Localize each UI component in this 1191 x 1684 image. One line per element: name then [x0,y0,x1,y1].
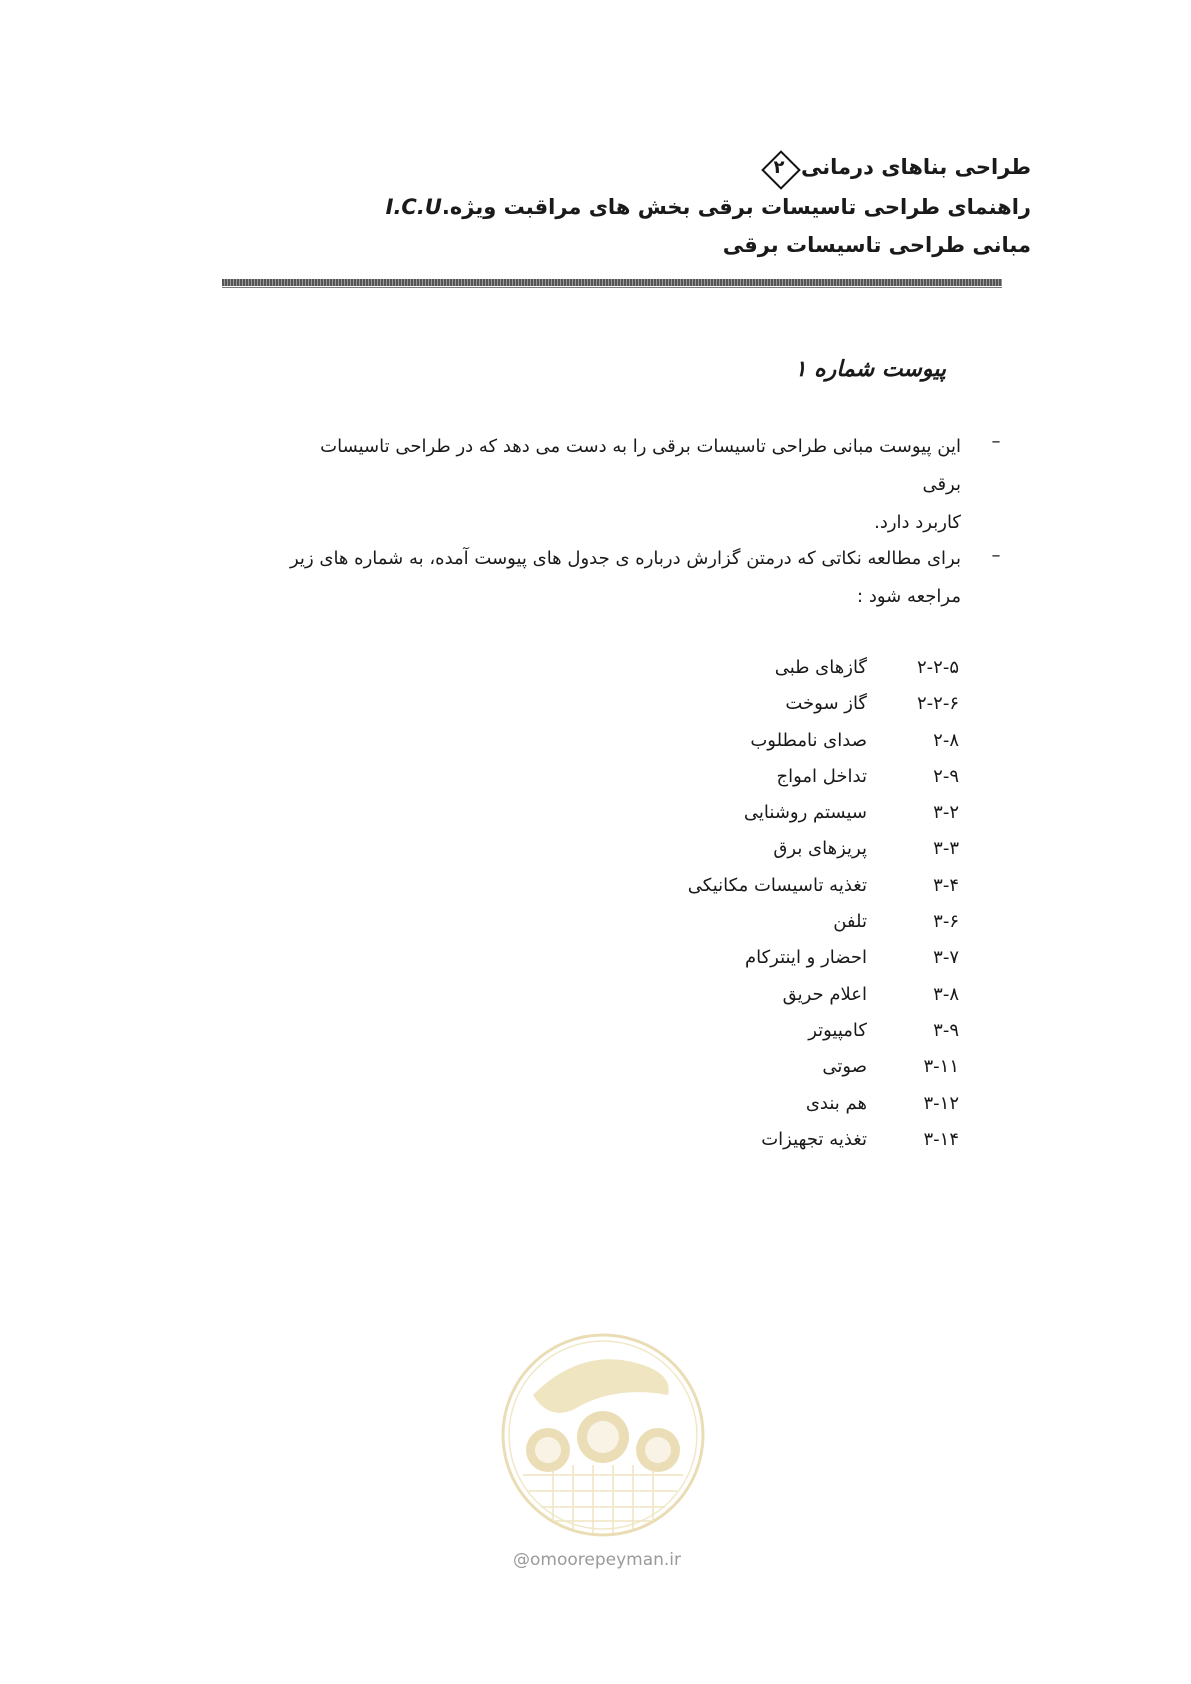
watermark-url: @omoorepeyman.ir [512,1550,682,1570]
list-item [688,1086,959,1122]
reference-label: تداخل امواج [776,765,867,787]
list-item [688,650,959,686]
reference-number: ۳-۴ [933,874,959,896]
reference-number: ۲-۲-۶ [917,693,959,715]
reference-label: پریزهای برق [773,838,867,860]
header-line-3 [191,226,1031,264]
paragraph-1 [281,428,961,542]
list-item [688,723,959,759]
paragraph-2 [281,540,961,616]
reference-label: کامپیوتر [808,1019,867,1041]
reference-label: احضار و اینترکام [744,947,867,969]
header-guide-title: راهنمای طراحی تاسیسات برقی بخش های مراقبت ویژه. [441,195,1031,219]
paragraph-1-bullet: – [991,431,1001,452]
reference-number: ۲-۹ [933,765,959,787]
paragraph-1-line-1: این پیوست مبانی طراحی تاسیسات برقی را به دست می دهد که در طراحی تاسیسات برقی [320,436,961,495]
reference-number: ۳-۱۴ [923,1128,959,1150]
paragraph-2-line-2: مراجعه شود : [857,586,961,607]
reference-number: ۳-۸ [933,983,959,1005]
page-header [191,148,1031,264]
paragraph-2-bullet: – [991,545,1001,566]
watermark-logo-icon [493,1325,713,1545]
volume-number: ۲ [773,157,785,178]
header-icu-label: I.C.U [385,195,442,219]
list-item [688,940,959,976]
list-item [688,686,959,722]
reference-number: ۳-۹ [933,1019,959,1041]
reference-number: ۳-۲ [933,802,959,824]
list-item [688,759,959,795]
header-divider [222,279,1002,286]
section-title: پیوست شماره ۱ [794,356,946,382]
list-item [688,795,959,831]
reference-number: ۳-۱۱ [923,1056,959,1078]
reference-list [688,650,959,1158]
reference-label: گازهای طبی [774,657,867,678]
reference-label: تلفن [833,911,867,933]
list-item [688,1013,959,1049]
reference-label: تغذیه تاسیسات مکانیکی [687,874,867,896]
reference-label: سیستم روشنایی [743,802,867,824]
reference-label: صدای نامطلوب [750,729,867,751]
reference-number: ۳-۷ [933,947,959,969]
list-item [688,1122,959,1158]
header-line-1 [191,148,1031,188]
volume-badge [759,148,799,188]
header-chapter-title: مبانی طراحی تاسیسات برقی [722,233,1031,257]
reference-label: تغذیه تجهیزات [761,1128,867,1150]
reference-number: ۳-۳ [933,838,959,860]
reference-number: ۲-۲-۵ [917,657,959,678]
header-book-title: طراحی بناهای درمانی [801,155,1031,179]
paragraph-1-line-2: کاربرد دارد. [874,512,961,533]
list-item [688,868,959,904]
list-item [688,831,959,867]
reference-number: ۲-۸ [933,729,959,751]
reference-label: هم بندی [805,1092,867,1114]
reference-label: گاز سوخت [785,693,867,715]
reference-label: اعلام حریق [782,983,867,1005]
list-item [688,1049,959,1085]
header-line-2 [191,188,1031,226]
list-item [688,904,959,940]
header-divider-thin [222,287,1002,288]
list-item [688,977,959,1013]
reference-label: صوتی [822,1056,867,1078]
reference-number: ۳-۱۲ [923,1092,959,1114]
paragraph-2-line-1: برای مطالعه نکاتی که درمتن گزارش درباره ی جدول های پیوست آمده، به شماره های زیر [290,548,961,569]
reference-number: ۳-۶ [933,911,959,933]
